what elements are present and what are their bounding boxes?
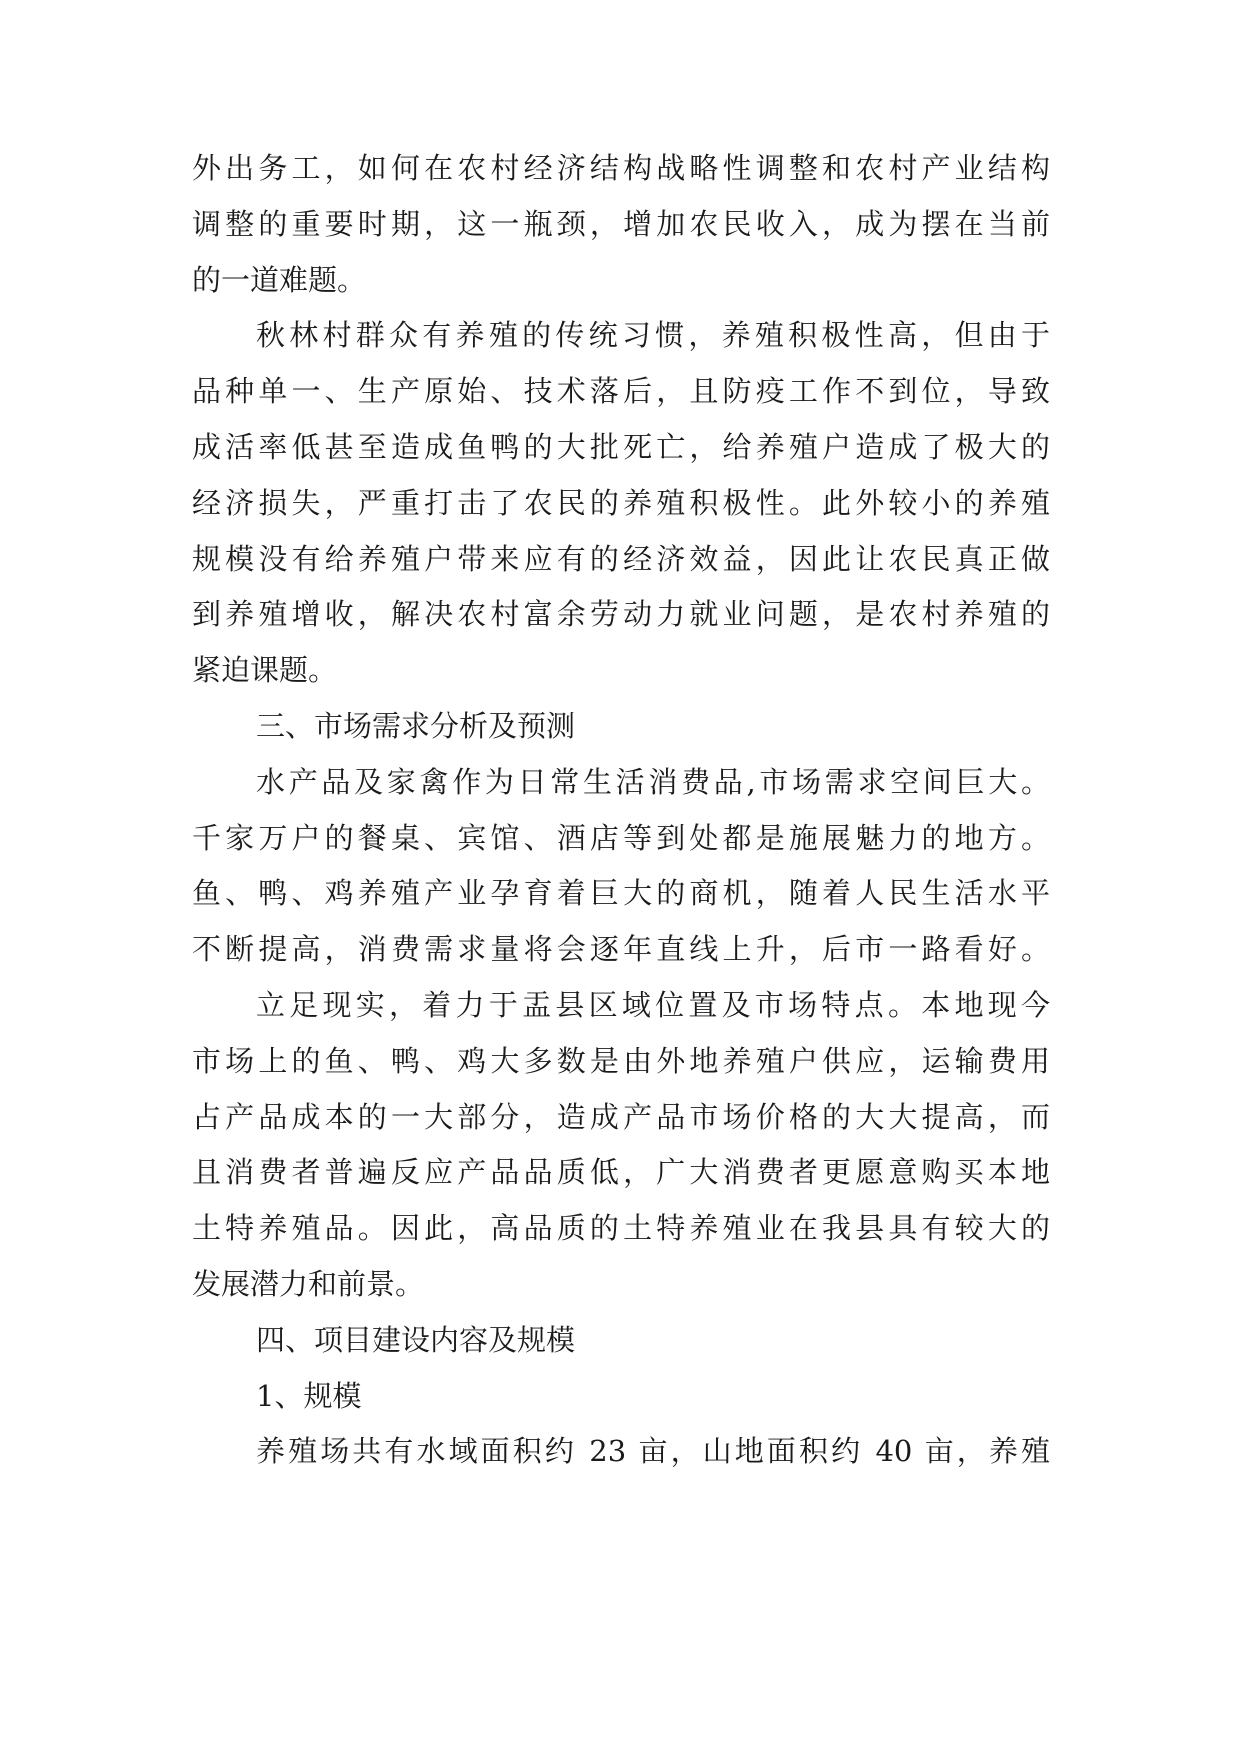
paragraph-first-line: 养殖场共有水域面积约 23 亩，山地面积约 40 亩，养殖 [256, 1434, 1050, 1468]
text-line: 千家万户的餐桌、宾馆、酒店等到处都是施展魅力的地方。 [192, 821, 1050, 855]
text-line: 市场上的鱼、鸭、鸡大多数是由外地养殖户供应，运输费用 [192, 1044, 1050, 1078]
text-line: 的一道难题。 [192, 263, 367, 297]
text-line: 调整的重要时期，这一瓶颈，增加农民收入，成为摆在当前 [192, 207, 1050, 241]
text-line: 经济损失，严重打击了农民的养殖积极性。此外较小的养殖 [192, 486, 1050, 520]
text-line: 紧迫课题。 [192, 653, 338, 687]
text-line: 且消费者普遍反应产品品质低，广大消费者更愿意购买本地 [192, 1155, 1050, 1189]
text-line: 规模没有给养殖户带来应有的经济效益，因此让农民真正做 [192, 542, 1050, 576]
text-line: 成活率低甚至造成鱼鸭的大批死亡，给养殖户造成了极大的 [192, 430, 1050, 464]
text-line: 占产品成本的一大部分，造成产品市场价格的大大提高，而 [192, 1100, 1050, 1134]
section-heading: 三、市场需求分析及预测 [256, 709, 576, 743]
section-heading: 四、项目建设内容及规模 [256, 1323, 576, 1357]
text-line: 鱼、鸭、鸡养殖产业孕育着巨大的商机，随着人民生活水平 [192, 876, 1050, 910]
text-line: 土特养殖品。因此，高品质的土特养殖业在我县具有较大的 [192, 1211, 1050, 1245]
subsection-heading: 1、规模 [256, 1379, 362, 1413]
paragraph-first-line: 秋林村群众有养殖的传统习惯，养殖积极性高，但由于 [256, 318, 1050, 352]
text-line: 品种单一、生产原始、技术落后，且防疫工作不到位，导致 [192, 374, 1050, 408]
text-line: 不断提高，消费需求量将会逐年直线上升，后市一路看好。 [192, 932, 1050, 966]
text-line: 发展潜力和前景。 [192, 1267, 425, 1301]
text-line: 外出务工，如何在农村经济结构战略性调整和农村产业结构 [192, 151, 1050, 185]
paragraph-first-line: 水产品及家禽作为日常生活消费品,市场需求空间巨大。 [256, 765, 1050, 799]
text-line: 到养殖增收，解决农村富余劳动力就业问题，是农村养殖的 [192, 597, 1050, 631]
paragraph-first-line: 立足现实，着力于盂县区域位置及市场特点。本地现今 [256, 988, 1050, 1022]
